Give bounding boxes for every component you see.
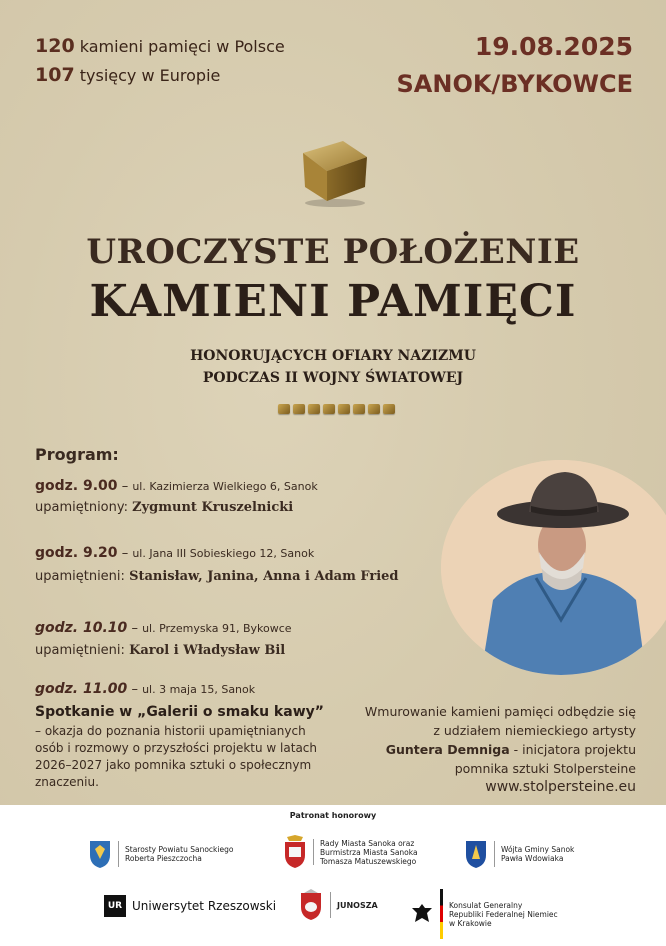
stone-icon	[353, 404, 365, 414]
entry-address: ul. 3 maja 15, Sanok	[142, 683, 256, 696]
stat-poland	[35, 35, 285, 57]
program-heading: Program:	[35, 445, 119, 464]
artist-name: Guntera Demniga	[385, 742, 510, 757]
program-entry-2-names	[35, 569, 399, 584]
program-entry-3-time: godz. 10.10 – ul. Przemyska 91, Bykowce	[35, 620, 292, 636]
stone-icon	[308, 404, 320, 414]
stat-europe-number: 107	[35, 64, 75, 86]
german-flag-bar	[440, 889, 443, 939]
logo-divider	[118, 841, 119, 867]
junosza-crest-icon	[298, 889, 324, 921]
program-entry-1-time: godz. 9.00 – ul. Kazimierza Wielkiego 6, Sanok	[35, 478, 318, 494]
logo-text: Starosty Powiatu Sanockiego Roberta Pieszczocha	[125, 845, 234, 863]
stat-europe-text: tysięcy w Europie	[79, 66, 221, 85]
subtitle-line-2: PODCZAS II WOJNY ŚWIATOWEJ	[202, 370, 464, 386]
meeting-description: – okazja do poznania historii upamiętnianych osób i rozmowy o przyszłości projektu w latach 2026–2027 jako pomnika sztuki o społecznym znaczeniu.	[35, 724, 317, 789]
stat-poland-text: kamieni pamięci w Polsce	[79, 37, 285, 56]
entry-time: godz. 11.00	[35, 681, 128, 697]
artist-info	[316, 702, 636, 778]
title-line-1: UROCZYSTE POŁOŻENIE	[86, 232, 580, 272]
logo-divider	[313, 839, 314, 865]
meeting-title: Spotkanie w „Galerii o smaku kawy”	[35, 704, 324, 720]
entry-label: upamiętnieni:	[35, 643, 125, 658]
stat-europe	[35, 64, 220, 86]
artist-line-2: z udziałem niemieckiego artysty	[433, 723, 636, 738]
entry-address: ul. Jana III Sobieskiego 12, Sanok	[132, 547, 315, 560]
logo-text: Konsulat Generalny Republiki Federalnej Niemiec w Krakowie	[449, 900, 558, 928]
stone-icon	[368, 404, 380, 414]
logo-text: Rady Miasta Sanoka oraz Burmistrza Miasta Sanoka Tomasza Matuszewskiego	[320, 838, 418, 866]
logo-text: JUNOSZA	[337, 900, 378, 910]
patronat-heading: Patronat honorowy	[289, 811, 377, 820]
logo-konsulat	[410, 889, 558, 939]
event-place: SANOK/BYKOWCE	[396, 70, 633, 98]
program-entry-2-time: godz. 9.20 – ul. Jana III Sobieskiego 12, Sanok	[35, 545, 315, 561]
stone-icon	[323, 404, 335, 414]
logo-divider	[330, 892, 331, 918]
stone-icon	[293, 404, 305, 414]
title-line-2: KAMIENI PAMIĘCI	[89, 276, 577, 327]
coat-of-arms-icon	[88, 839, 112, 869]
logo-rada-miasta	[283, 835, 418, 869]
artist-line-4: pomnika sztuki Stolpersteine	[454, 761, 636, 776]
sanok-coat-of-arms-icon	[283, 835, 307, 869]
entry-names: Zygmunt Kruszelnicki	[132, 500, 294, 515]
artist-photo	[441, 460, 666, 675]
logo-divider	[494, 841, 495, 867]
program-entry-1-names	[35, 500, 293, 515]
entry-label: upamiętnieni:	[35, 569, 125, 584]
entry-time: godz. 10.10	[35, 620, 128, 636]
footer-patrons	[0, 805, 666, 946]
artist-line-1: Wmurowanie kamieni pamięci odbędzie się	[364, 704, 636, 719]
logo-uniwersytet	[104, 895, 276, 917]
entry-address: ul. Przemyska 91, Bykowce	[142, 622, 292, 635]
artist-line-3	[316, 740, 636, 759]
stolperstein-cube-icon	[297, 135, 371, 209]
entry-address: ul. Kazimierza Wielkiego 6, Sanok	[132, 480, 318, 493]
entry-names: Stanisław, Janina, Anna i Adam Fried	[129, 569, 399, 584]
logo-junosza	[298, 889, 378, 921]
entry-time: godz. 9.20	[35, 545, 118, 561]
stone-icon	[383, 404, 395, 414]
stone-icon	[338, 404, 350, 414]
stat-poland-number: 120	[35, 35, 75, 57]
logo-text: Uniwersytet Rzeszowski	[132, 899, 277, 913]
entry-time: godz. 9.00	[35, 478, 118, 494]
stone-icon	[278, 404, 290, 414]
program-entry-3-names	[35, 643, 285, 658]
ur-logo-icon: UR	[104, 895, 126, 917]
eagle-icon	[410, 902, 434, 926]
stones-divider	[278, 404, 395, 414]
entry-names: Karol i Władysław Bil	[129, 643, 286, 658]
entry-label: upamiętniony:	[35, 500, 128, 515]
artist-role: - inicjatora projektu	[509, 742, 636, 757]
logo-wojt	[464, 839, 574, 869]
subtitle-line-1: HONORUJĄCYCH OFIARY NAZIZMU	[190, 348, 476, 364]
program-entry-4-time: godz. 11.00 – ul. 3 maja 15, Sanok	[35, 681, 256, 697]
logo-starosta	[88, 839, 233, 869]
stolpersteine-link[interactable]: www.stolpersteine.eu	[485, 779, 636, 795]
logo-text: Wójta Gminy Sanok Pawła Wdowiaka	[501, 845, 575, 863]
event-date: 19.08.2025	[474, 32, 633, 61]
gmina-coat-of-arms-icon	[464, 839, 488, 869]
